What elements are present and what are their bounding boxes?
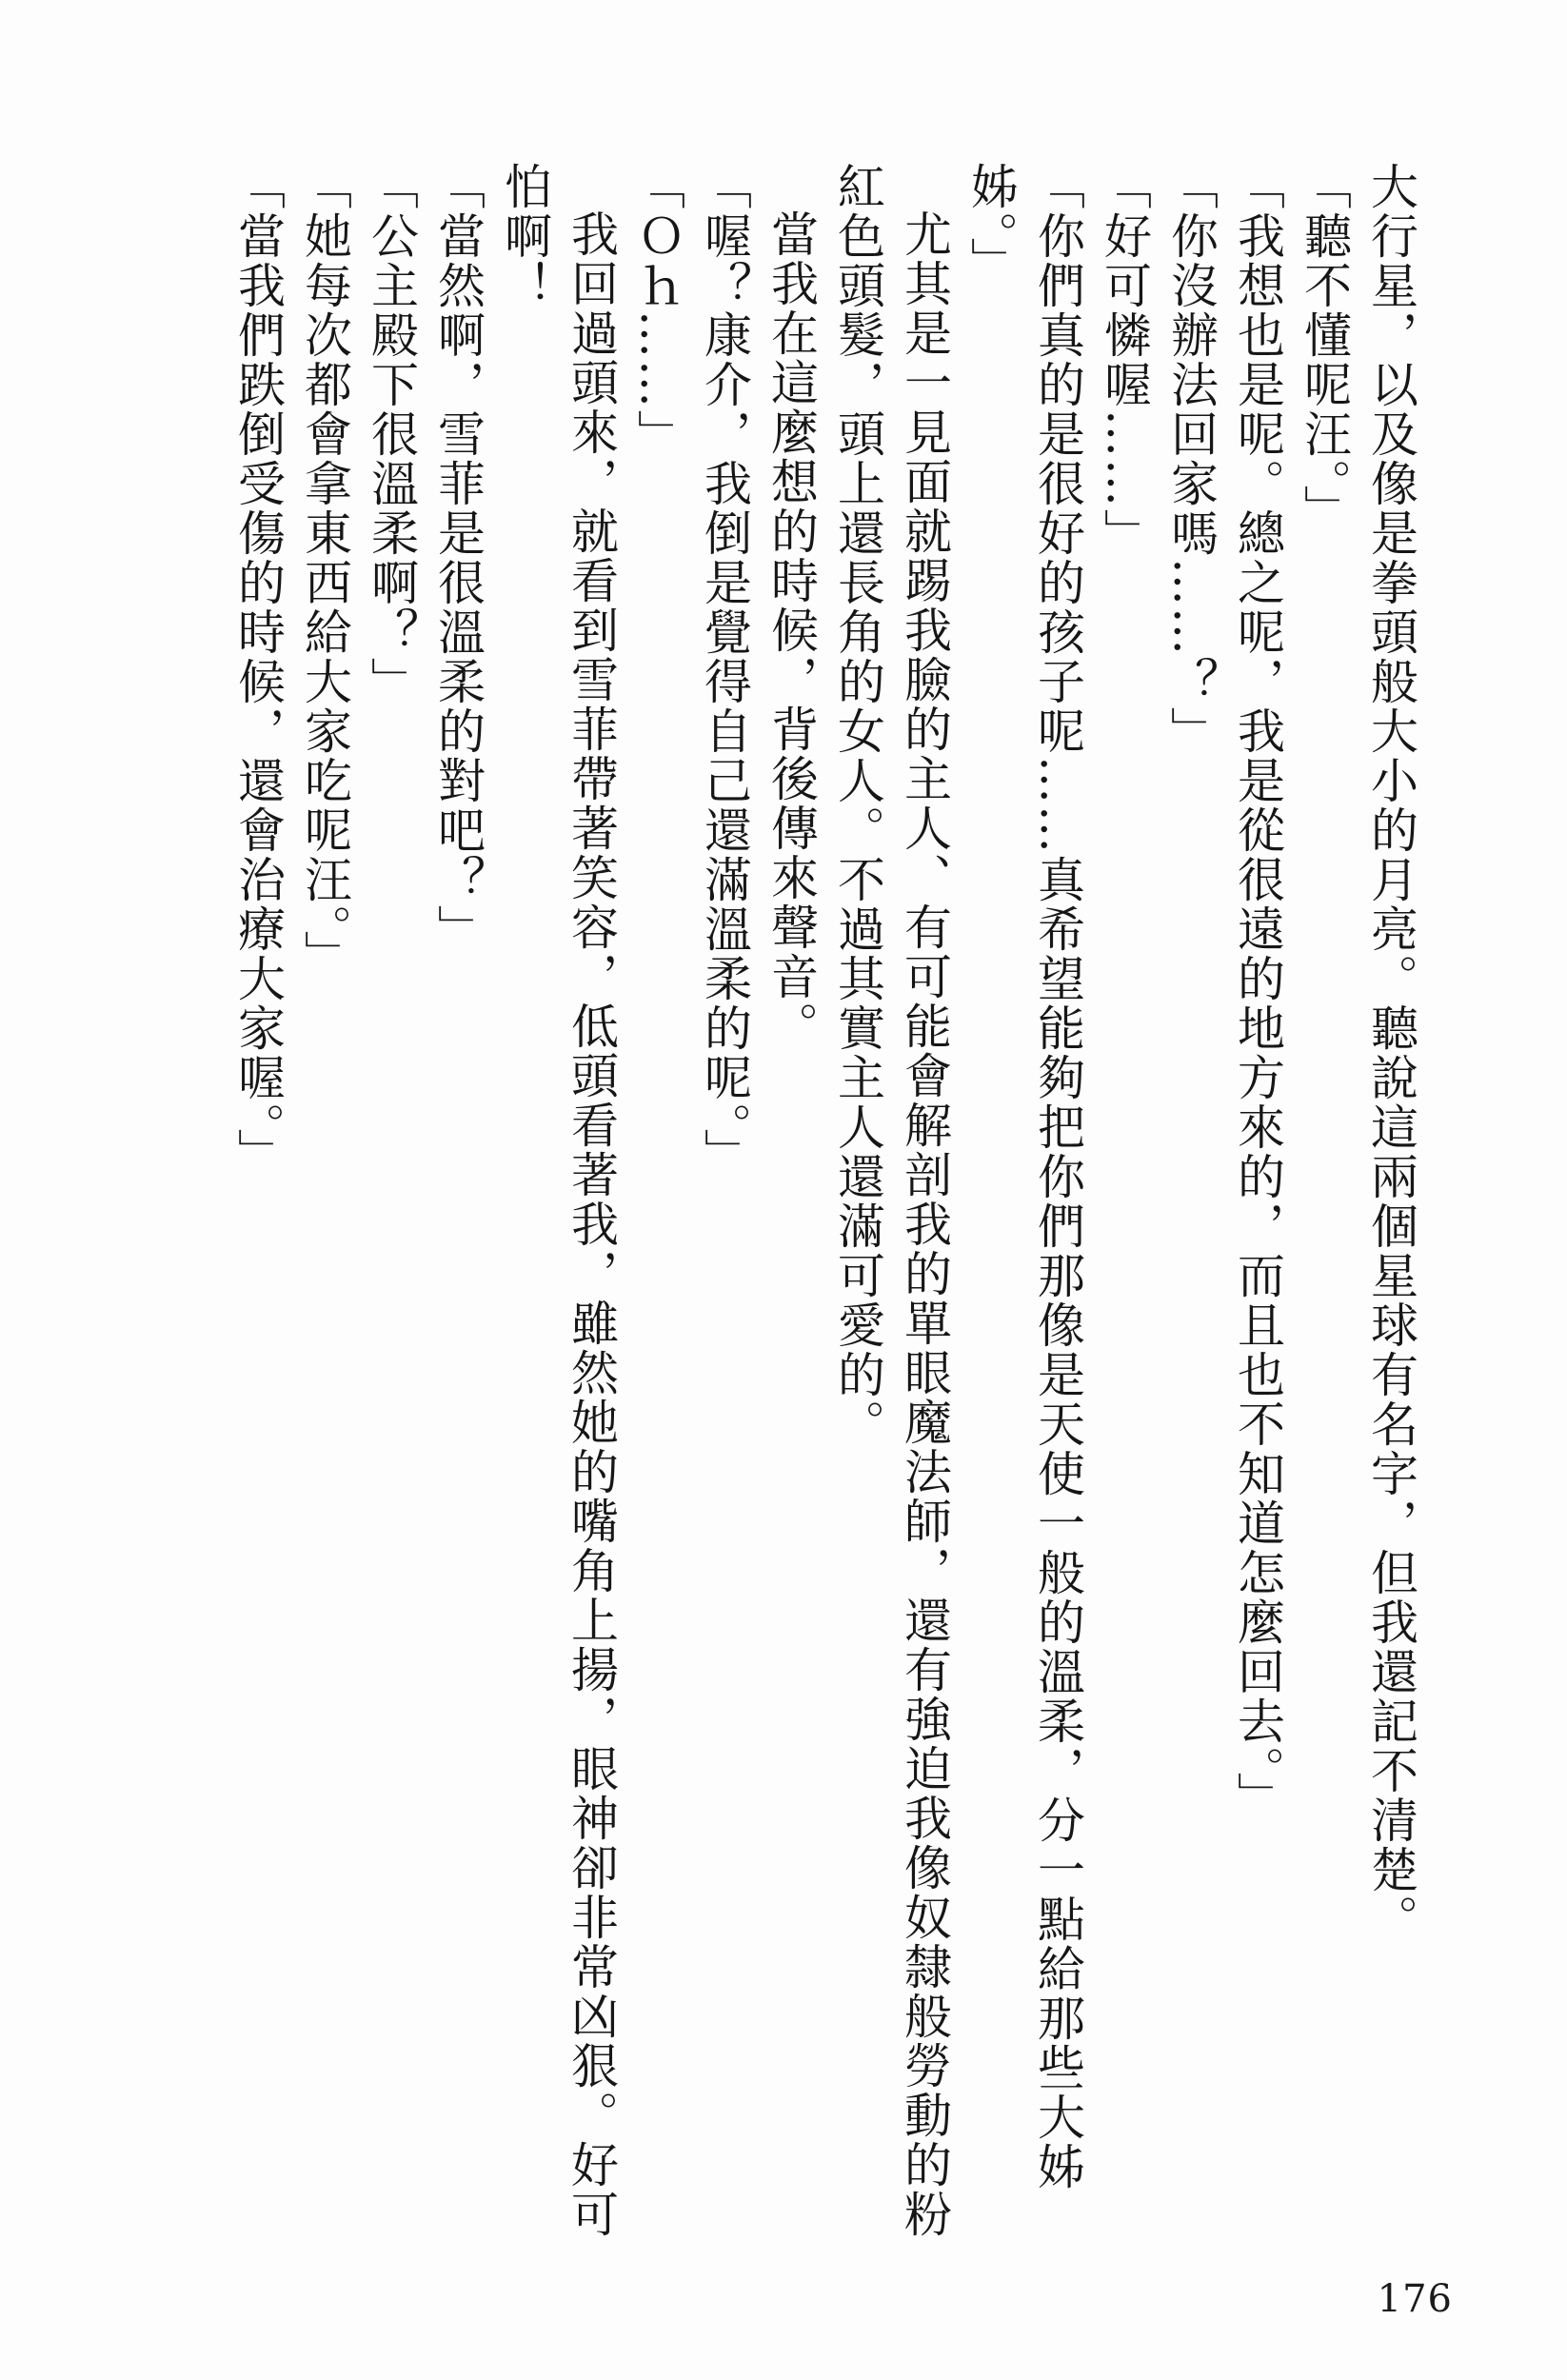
text-line: 「當然啊，雪菲是很溫柔的對吧？」 <box>430 162 486 954</box>
page-number: 176 <box>1377 2277 1453 2321</box>
text-line: 「聽不懂呢汪。」 <box>1297 162 1352 534</box>
text-line: 「你們真的是很好的孩子呢……真希望能夠把你們那像是天使一般的溫柔，分一點給那些大姊 <box>1030 162 1085 2192</box>
text-line: 怕啊！ <box>497 162 552 310</box>
text-line: 我回過頭來，就看到雪菲帶著笑容，低頭看著我，雖然她的嘴角上揚，眼神卻非常凶狠。好可 <box>564 209 619 2239</box>
text-line: 「Ｏｈ……」 <box>630 162 685 459</box>
text-line: 「我想也是呢。總之呢，我是從很遠的地方來的，而且也不知道怎麼回去。」 <box>1230 162 1285 1821</box>
text-line: 「她每次都會拿東西給大家吃呢汪。」 <box>297 162 352 980</box>
text-line: 大行星，以及像是拳頭般大小的月亮。聽說這兩個星球有名字，但我還記不清楚。 <box>1363 162 1418 1944</box>
text-line: 尤其是一見面就踢我臉的主人、有可能會解剖我的單眼魔法師，還有強迫我像奴隸般勞動的粉 <box>897 209 952 2239</box>
text-line: 「當我們跌倒受傷的時候，還會治療大家喔。」 <box>230 162 286 1178</box>
text-line: 當我在這麼想的時候，背後傳來聲音。 <box>764 209 819 1051</box>
text-line: 紅色頭髮，頭上還長角的女人。不過其實主人還滿可愛的。 <box>830 162 885 1449</box>
text-line: 「你沒辦法回家嗎……？」 <box>1163 162 1219 756</box>
text-line: 「喔？康介，我倒是覺得自己還滿溫柔的呢。」 <box>697 162 752 1178</box>
text-line: 「公主殿下很溫柔啊？」 <box>364 162 419 706</box>
text-line: 姊。」 <box>963 162 1019 287</box>
vertical-text-body <box>72 162 1424 2237</box>
text-line: 「好可憐喔……」 <box>1097 162 1152 558</box>
